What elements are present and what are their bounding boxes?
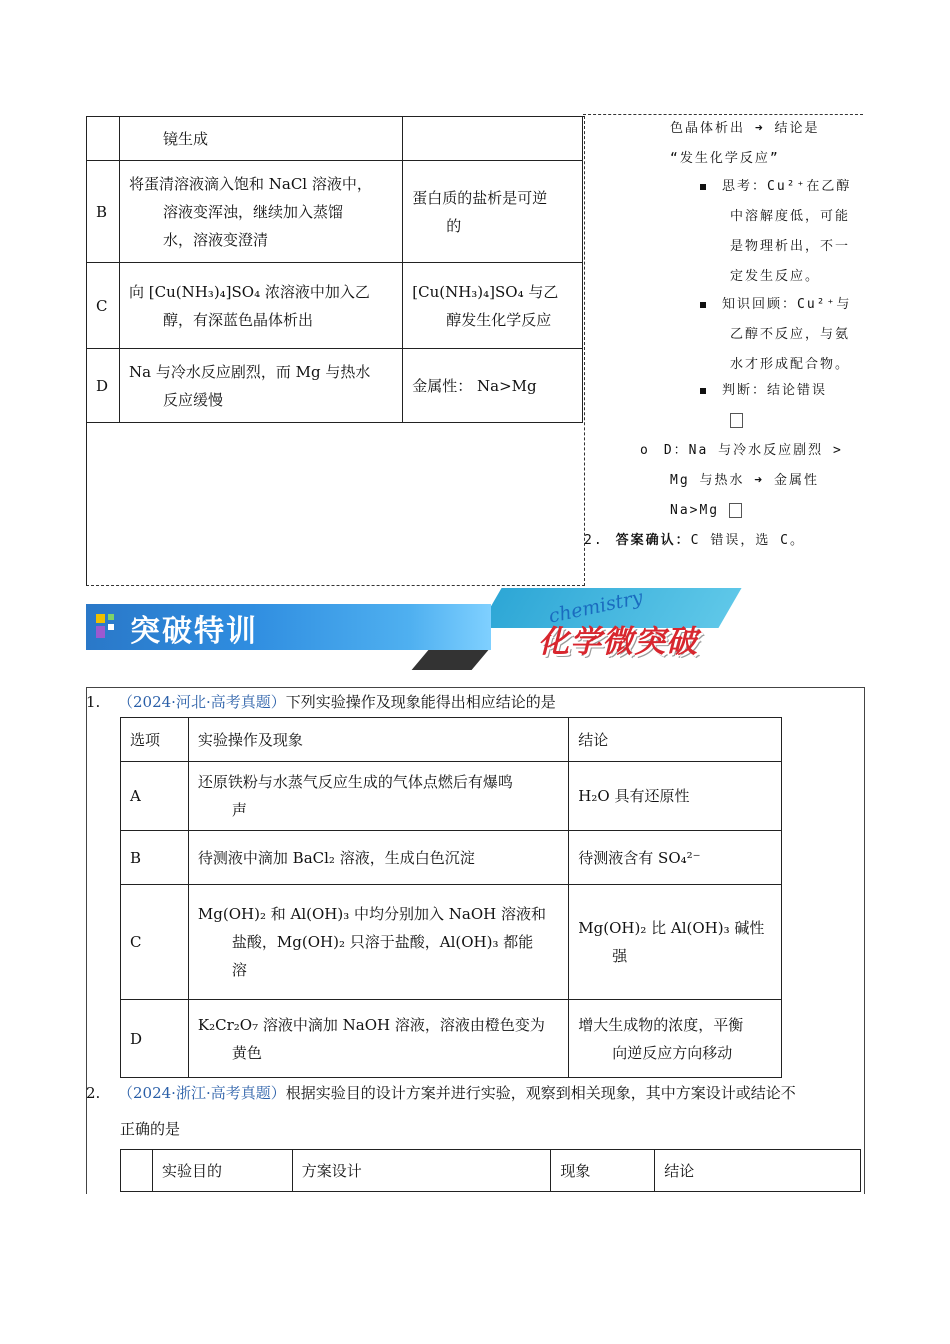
table-row — [121, 1000, 782, 1078]
header-cell: 实验操作及现象 — [188, 718, 568, 762]
cell-text: K₂Cr₂O₇ 溶液中滴加 NaOH 溶液，溶液由橙色变为 — [197, 1015, 545, 1034]
cell-text: 增大生成物的浓度，平衡 — [578, 1015, 744, 1034]
note-line: Cu²⁺与 — [797, 297, 852, 312]
cell-text: 金属性： Na>Mg — [412, 376, 537, 395]
cell-text: 醇，有深蓝色晶体析出 — [162, 310, 313, 329]
logo-chinese: 化学微突破 — [538, 624, 698, 660]
cell-text: 强 — [612, 947, 628, 965]
question-source: （2024·浙江·高考真题） — [118, 1084, 286, 1102]
cell-text: 向 [Cu(NH₃)₄]SO₄ 浓溶液中加入乙 — [128, 282, 370, 301]
banner-strip — [412, 650, 489, 670]
table-row — [121, 831, 782, 885]
header-cell: 结论 — [569, 718, 782, 762]
conclusion-cell — [403, 263, 583, 349]
table-row — [87, 263, 583, 349]
note-line: 色晶体析出 ➜ 结论是 — [670, 121, 820, 136]
note-label: 思考： — [722, 179, 768, 194]
answer-label: 答案确认： — [615, 533, 691, 548]
question-number: 2. — [86, 1084, 101, 1102]
option-cell: D — [87, 349, 120, 423]
cell-text: 反应缓慢 — [162, 390, 223, 409]
conclusion-cell — [569, 885, 782, 1000]
note-label: 知识回顾： — [722, 297, 798, 312]
review-bullet — [700, 290, 851, 380]
answer-text: C 错误，选 C。 — [690, 533, 805, 548]
operation-cell — [188, 762, 568, 831]
answer-confirm — [584, 526, 805, 556]
operation-cell: 待测液中滴加 BaCl₂ 溶液，生成白色沉淀 — [188, 831, 568, 885]
question-text: 根据实验目的设计方案并进行实验，观察到相关现象，其中方案设计或结论不 — [285, 1084, 796, 1102]
cell-text: 盐酸，Mg(OH)₂ 只溶于盐酸，Al(OH)₃ 都能 — [231, 933, 534, 951]
bullet-icon — [700, 388, 706, 394]
cell-text: 黄色 — [231, 1043, 262, 1062]
question-2-table — [120, 1149, 861, 1192]
cell-text: 醇发生化学反应 — [446, 310, 552, 329]
logo-english: chemistry — [546, 586, 645, 628]
note-line: Na>Mg — [670, 503, 720, 518]
question-2-stem — [86, 1082, 866, 1103]
cell-text: [Cu(NH₃)₄]SO₄ 与乙 — [412, 282, 559, 301]
cell-text: 将蛋清溶液滴入饱和 NaCl 溶液中， — [128, 174, 372, 193]
question-source: （2024·河北·高考真题） — [118, 693, 286, 711]
option-cell: C — [87, 263, 120, 349]
question-1-table — [120, 717, 782, 1078]
option-cell: D — [121, 1000, 189, 1078]
operation-cell — [119, 117, 402, 161]
header-cell: 现象 — [551, 1150, 655, 1192]
banner-title: 突破特训 — [130, 614, 258, 649]
question-number: 1. — [86, 693, 101, 711]
operation-cell — [119, 161, 402, 263]
note-line: 是物理析出，不一 — [730, 239, 851, 254]
note-line: 定发生反应。 — [730, 269, 821, 284]
note-line: 水才形成配合物。 — [730, 357, 851, 372]
option-cell: B — [87, 161, 120, 263]
note-line: 乙醇不反应，与氨 — [730, 327, 851, 342]
header-cell: 方案设计 — [292, 1150, 551, 1192]
option-cell: A — [121, 762, 189, 831]
note-line: D：Na 与冷水反应剧烈 > — [663, 443, 843, 458]
think-bullet — [700, 172, 851, 292]
cell-text: Mg(OH)₂ 比 Al(OH)₃ 碱性 — [578, 919, 765, 937]
bullet-icon — [700, 184, 706, 190]
operation-cell — [119, 263, 402, 349]
operation-cell — [119, 349, 402, 423]
header-cell: 选项 — [121, 718, 189, 762]
continued-options-table — [86, 116, 583, 423]
bullet-icon — [700, 302, 706, 308]
explanation-notes — [670, 114, 819, 174]
note-line: 中溶解度低，可能 — [730, 209, 851, 224]
option-cell: C — [121, 885, 189, 1000]
conclusion-cell — [403, 117, 583, 161]
note-line: 判断：结论错误 — [722, 383, 828, 398]
answer-number: 2. — [584, 533, 604, 548]
cell-text: Na 与冷水反应剧烈，而 Mg 与热水 — [128, 362, 371, 381]
d-analysis — [640, 436, 843, 526]
table-row — [87, 349, 583, 423]
cell-text: 镜生成 — [162, 129, 208, 148]
table-row — [87, 117, 583, 161]
checkbox-icon — [730, 413, 743, 428]
conclusion-cell: 待测液含有 SO₄²⁻ — [569, 831, 782, 885]
judge-bullet — [700, 376, 827, 436]
cell-text: 还原铁粉与水蒸气反应生成的气体点燃后有爆鸣 — [197, 773, 513, 791]
banner-squares-icon — [96, 612, 126, 642]
cell-text: Mg(OH)₂ 和 Al(OH)₃ 中均分别加入 NaOH 溶液和 — [197, 905, 546, 923]
note-line: Cu²⁺在乙醇 — [767, 179, 852, 194]
circle-bullet: o — [640, 443, 650, 458]
header-cell: 结论 — [655, 1150, 861, 1192]
conclusion-cell: H₂O 具有还原性 — [569, 762, 782, 831]
conclusion-cell — [569, 1000, 782, 1078]
table-row — [87, 161, 583, 263]
header-cell: 实验目的 — [152, 1150, 292, 1192]
question-1-stem — [86, 691, 556, 712]
cell-text: 溶液变浑浊，继续加入蒸馏 — [162, 202, 343, 221]
question-2-stem-cont: 正确的是 — [120, 1120, 181, 1138]
operation-cell — [188, 1000, 568, 1078]
cell-text: 声 — [231, 801, 247, 819]
conclusion-cell — [403, 349, 583, 423]
option-cell: B — [121, 831, 189, 885]
cell-text: 的 — [446, 216, 462, 235]
note-line: “发生化学反应” — [670, 151, 780, 166]
option-cell — [87, 117, 120, 161]
cell-text: 溶 — [231, 961, 247, 979]
note-line: Mg 与热水 ➜ 金属性 — [670, 473, 819, 488]
operation-cell — [188, 885, 568, 1000]
checkbox-icon — [729, 503, 742, 518]
cell-text: 向逆反应方向移动 — [612, 1043, 733, 1062]
cell-text: 蛋白质的盐析是可逆 — [412, 188, 548, 207]
header-cell — [121, 1150, 153, 1192]
table-row — [121, 885, 782, 1000]
table-header-row — [121, 718, 782, 762]
conclusion-cell — [403, 161, 583, 263]
question-text: 下列实验操作及现象能得出相应结论的是 — [285, 693, 556, 711]
cell-text: 水，溶液变澄清 — [162, 230, 268, 249]
table-row — [121, 762, 782, 831]
table-header-row — [121, 1150, 861, 1192]
